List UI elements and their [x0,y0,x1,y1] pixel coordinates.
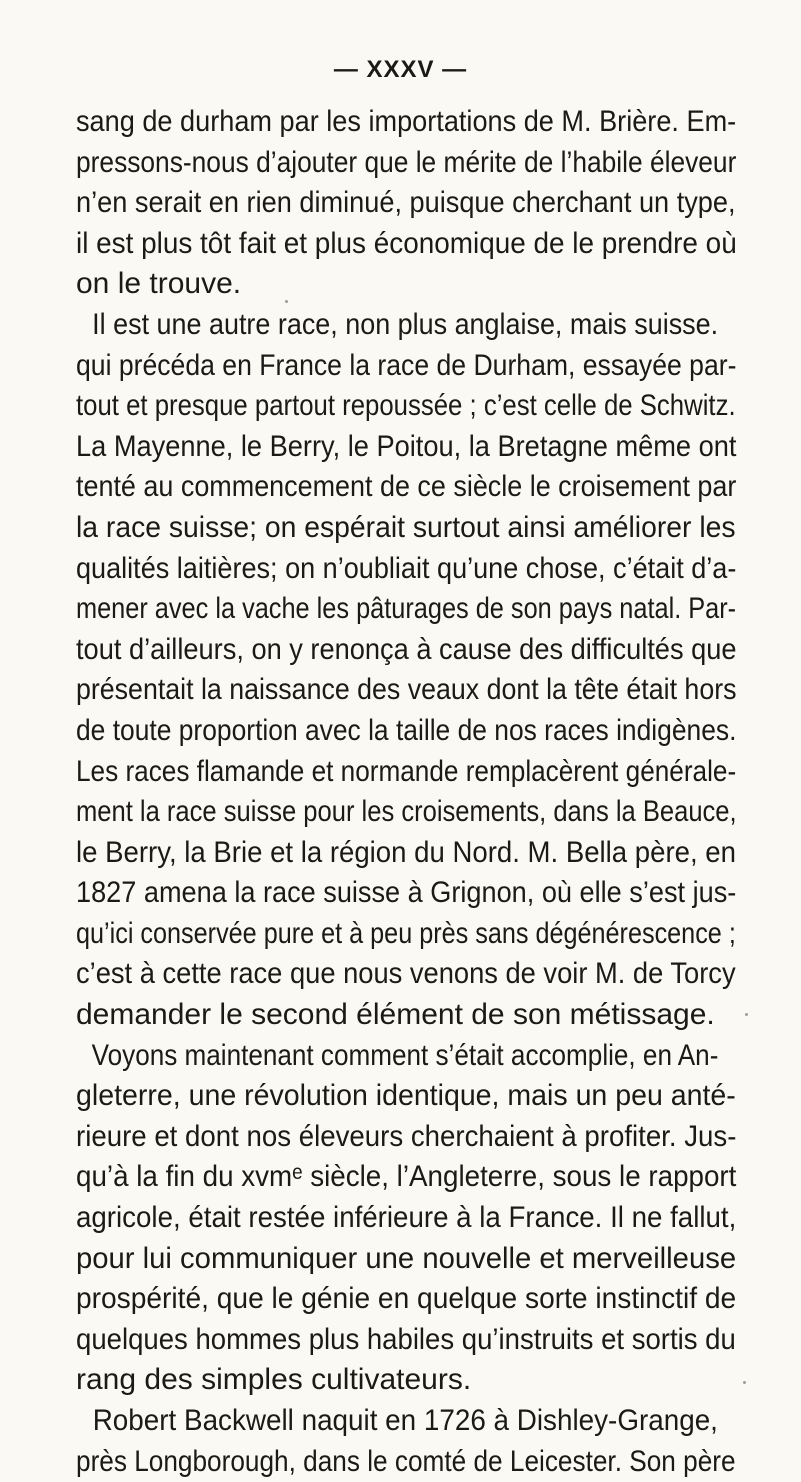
text-line: le Berry, la Brie et la région du Nord. M. Bella père, en [76,835,736,869]
text-line: agricole, était restée inférieure à la France. Il ne fallut, [76,1201,737,1235]
text-line: près Longborough, dans le comté de Leicester. Son père [76,1444,736,1478]
text-line: la race suisse; on espérait surtout ainsi améliorer les [76,510,736,544]
text-line: tout d’ailleurs, on y renonça à cause des difficultés que [76,632,737,666]
text-line: pressons-nous d’ajouter que le mérite de l’habile éleveur [76,145,737,179]
text-line: La Mayenne, le Berry, le Poitou, la Bretagne même ont [76,429,737,463]
paper-speck [743,1381,746,1384]
text-line: tenté au commencement de ce siècle le croisement par [76,470,737,504]
text-line: Voyons maintenant comment s’était accomplie, en An- [91,1038,719,1072]
text-line: rang des simples cultivateurs. [76,1363,472,1397]
text-line: il est plus tôt fait et plus économique de le prendre où [76,226,737,260]
text-line: mener avec la vache les pâturages de son pays natal. Par- [76,592,737,626]
text-line: 1827 amena la race suisse à Grignon, où elle s’est jus- [76,876,737,910]
text-line: qu’ici conservée pure et à peu près sans dégénérescence ; [76,916,736,950]
text-line: Les races flamande et normande remplacèrent générale- [76,754,737,788]
text-line: qualités laitières; on n’oubliait qu’une chose, c’était d’a- [76,551,737,585]
text-line: n’en serait en rien diminué, puisque cherchant un type, [76,186,736,220]
text-line: on le trouve. [76,267,242,301]
text-line: sang de durham par les importations de M. Brière. Em- [76,105,737,138]
text-line: c’est à cette race que nous venons de voir M. de Torcy [76,957,736,991]
text-line: Il est une autre race, non plus anglaise, mais suisse. [92,307,719,341]
text-line: présentait la naissance des veaux dont la tête était hors [76,673,737,707]
text-line: qui précéda en France la race de Durham, essayée par- [76,348,737,382]
text-line: pour lui communiquer une nouvelle et merveilleuse [76,1241,737,1275]
text-line: rieure et dont nos éleveurs cherchaient à profiter. Jus- [76,1119,737,1153]
text-line: demander le second élément de son métissage. [76,998,715,1032]
text-line: ment la race suisse pour les croisements, dans la Beauce, [76,795,737,829]
page-number-header: — XXXV — [333,56,468,83]
paper-speck [745,1013,748,1016]
text-line: tout et presque partout repoussée ; c’est celle de Schwitz. [76,389,736,423]
body-text [76,102,736,1482]
paper-speck [285,300,288,303]
text-line: de toute proportion avec la taille de nos races indigènes. [76,713,737,747]
text-line: Robert Backwell naquit en 1726 à Dishley-Grange, [92,1404,718,1437]
text-line: gleterre, une révolution identique, mais un peu anté- [76,1079,736,1113]
text-line: quelques hommes plus habiles qu’instruits et sortis du [76,1322,736,1356]
text-line: qu’à la fin du xvmᵉ siècle, l’Angleterre, sous le rapport [76,1160,737,1194]
text-line: prospérité, que le génie en quelque sorte instinctif de [76,1282,737,1316]
